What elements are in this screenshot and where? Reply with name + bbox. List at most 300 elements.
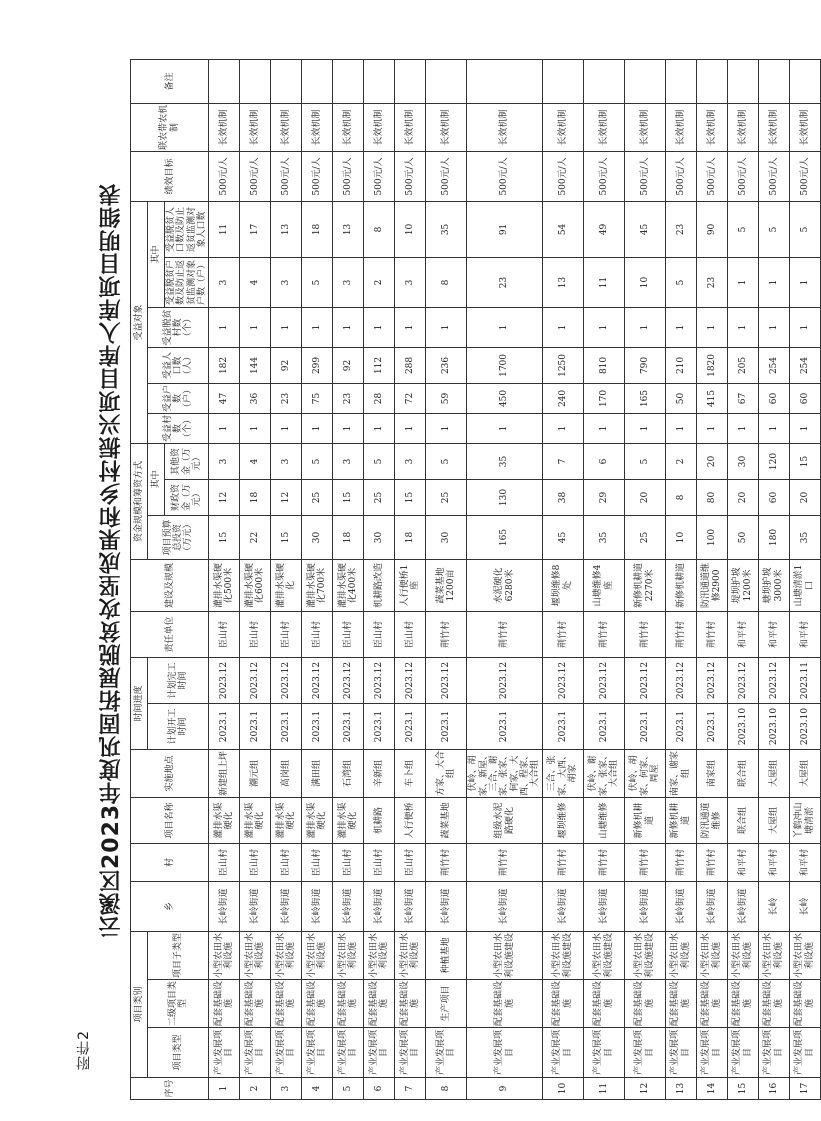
cell-town: 长岭街道 (467, 881, 542, 931)
cell-scale: 灌排水渠硬化400米 (333, 559, 364, 611)
cell-phh: 23 (467, 257, 542, 307)
cell-hh: 59 (426, 383, 467, 413)
cell-owner: 荆竹村 (426, 611, 467, 657)
cell-pv: 1 (333, 307, 364, 347)
cell-total: 10 (665, 515, 696, 559)
cell-hh: 60 (758, 383, 789, 413)
cell-total: 18 (333, 515, 364, 559)
cell-town: 长岭街道 (271, 881, 302, 931)
cell-type: 产业发展项目 (364, 1028, 395, 1078)
header-start: 计划开工时间 (148, 703, 209, 749)
header-seq: 序号 (131, 1078, 209, 1100)
cell-no: 10 (542, 1078, 583, 1100)
table-row (240, 59, 271, 1099)
cell-loc: 新建组上坪 (209, 749, 240, 797)
header-project-category: 项目类别 (131, 931, 148, 1077)
cell-scale: 水泥硬化6280米 (467, 559, 542, 611)
cell-pop: 112 (364, 347, 395, 383)
cell-pop: 790 (624, 347, 665, 383)
cell-pv: 1 (727, 307, 758, 347)
cell-no: 13 (665, 1078, 696, 1100)
cell-name: 灌排水渠硬化 (209, 797, 240, 843)
cell-loc: 联合组 (727, 749, 758, 797)
cell-vill: 臣山村 (333, 843, 364, 881)
cell-name: 丫鹤冲山塘清淤 (789, 797, 820, 843)
header-project-type: 项目类型 (148, 1028, 209, 1078)
cell-hh: 415 (696, 383, 727, 413)
cell-town: 长岭街道 (727, 881, 758, 931)
cell-scale: 灌排水渠硬化600米 (240, 559, 271, 611)
cell-owner: 荆竹村 (583, 611, 624, 657)
cell-pv: 1 (426, 307, 467, 347)
cell-no: 2 (240, 1078, 271, 1100)
cell-town: 长岭街道 (426, 881, 467, 931)
cell-scale: 塘坝护坡3000米 (758, 559, 789, 611)
cell-fiscal: 130 (467, 479, 542, 515)
cell-type: 产业发展项目 (209, 1028, 240, 1078)
cell-vc: 1 (696, 413, 727, 443)
cell-hh: 450 (467, 383, 542, 413)
cell-vc: 1 (364, 413, 395, 443)
cell-name: 机耕路 (364, 797, 395, 843)
table-row (395, 59, 426, 1099)
cell-vill: 臣山村 (302, 843, 333, 881)
cell-loc: 辛新组 (364, 749, 395, 797)
cell-pv: 1 (696, 307, 727, 347)
cell-other: 3 (209, 443, 240, 479)
cell-owner: 臣山村 (240, 611, 271, 657)
cell-no: 11 (583, 1078, 624, 1100)
cell-mech: 长效机制 (789, 103, 820, 151)
cell-owner: 和平村 (789, 611, 820, 657)
cell-other: 4 (240, 443, 271, 479)
cell-perf: 500元/人 (426, 151, 467, 201)
cell-fiscal: 8 (665, 479, 696, 515)
cell-loc: 石湾组 (333, 749, 364, 797)
cell-sub: 小型农田水利设施建设 (542, 931, 583, 979)
cell-no: 17 (789, 1078, 820, 1100)
cell-end: 2023.12 (542, 657, 583, 703)
cell-start: 2023.1 (696, 703, 727, 749)
header-project-name: 项目名称 (131, 797, 209, 843)
cell-vill: 荆竹村 (467, 843, 542, 881)
cell-town: 长岭街道 (209, 881, 240, 931)
cell-no: 5 (333, 1078, 364, 1100)
cell-sub: 小型农田水利设施建设 (467, 931, 542, 979)
cell-l2: 配套基础设施 (542, 980, 583, 1028)
cell-perf: 500元/人 (696, 151, 727, 201)
cell-total: 35 (583, 515, 624, 559)
cell-vill: 臣山村 (240, 843, 271, 881)
cell-phh: 2 (364, 257, 395, 307)
cell-end: 2023.12 (395, 657, 426, 703)
cell-vc: 1 (542, 413, 583, 443)
table-row (583, 59, 624, 1099)
cell-type: 产业发展项目 (542, 1028, 583, 1078)
cell-no: 7 (395, 1078, 426, 1100)
cell-town: 长岭街道 (542, 881, 583, 931)
cell-type: 产业发展项目 (727, 1028, 758, 1078)
cell-perf: 500元/人 (364, 151, 395, 201)
cell-mech: 长效机制 (209, 103, 240, 151)
cell-vill: 荆竹村 (426, 843, 467, 881)
cell-fiscal: 20 (727, 479, 758, 515)
cell-vc: 1 (240, 413, 271, 443)
cell-pv: 1 (240, 307, 271, 347)
cell-scale: 人行便桥1座 (395, 559, 426, 611)
cell-mech: 长效机制 (665, 103, 696, 151)
cell-type: 产业发展项目 (333, 1028, 364, 1078)
cell-name: 防汛通道维修 (696, 797, 727, 843)
cell-name: 蔬菜基地 (426, 797, 467, 843)
cell-other: 15 (789, 443, 820, 479)
header-hh-count: 受益户数（户） (148, 383, 209, 413)
cell-perf: 500元/人 (395, 151, 426, 201)
header-mechanism: 联农带农机制 (131, 103, 209, 151)
cell-owner: 臣山村 (302, 611, 333, 657)
cell-loc: 三合、张家、大西、胡家 (542, 749, 583, 797)
cell-pop: 288 (395, 347, 426, 383)
cell-town: 长岭 (789, 881, 820, 931)
header-funding: 资金规模和筹资方式 (131, 443, 148, 559)
cell-other: 120 (758, 443, 789, 479)
cell-other: 30 (727, 443, 758, 479)
cell-type: 产业发展项目 (624, 1028, 665, 1078)
cell-end: 2023.12 (364, 657, 395, 703)
cell-ppop: 45 (624, 201, 665, 257)
cell-vc: 1 (727, 413, 758, 443)
cell-vc: 1 (789, 413, 820, 443)
cell-vill: 荆竹村 (665, 843, 696, 881)
cell-total: 30 (426, 515, 467, 559)
cell-fiscal: 80 (696, 479, 727, 515)
cell-phh: 1 (758, 257, 789, 307)
cell-total: 100 (696, 515, 727, 559)
cell-sub: 小型农田水利设施 (758, 931, 789, 979)
cell-start: 2023.10 (789, 703, 820, 749)
cell-owner: 臣山村 (333, 611, 364, 657)
cell-end: 2023.12 (758, 657, 789, 703)
cell-ppop: 35 (426, 201, 467, 257)
cell-start: 2023.10 (727, 703, 758, 749)
cell-pop: 1250 (542, 347, 583, 383)
cell-fiscal: 15 (333, 479, 364, 515)
cell-scale: 山塘清淤1口 (789, 559, 820, 611)
cell-vill: 荆竹村 (696, 843, 727, 881)
table-row (758, 59, 789, 1099)
cell-pv: 1 (364, 307, 395, 347)
cell-perf: 500元/人 (624, 151, 665, 201)
cell-vc: 1 (395, 413, 426, 443)
cell-sub: 小型农田水利设施 (696, 931, 727, 979)
cell-fiscal: 12 (271, 479, 302, 515)
cell-scale: 机耕路改造 (364, 559, 395, 611)
cell-start: 2023.1 (467, 703, 542, 749)
cell-type: 产业发展项目 (583, 1028, 624, 1078)
cell-note (696, 59, 727, 103)
cell-end: 2023.12 (333, 657, 364, 703)
cell-phh: 1 (727, 257, 758, 307)
cell-note (426, 59, 467, 103)
table-row (624, 59, 665, 1099)
cell-ppop: 5 (789, 201, 820, 257)
cell-fiscal: 29 (583, 479, 624, 515)
cell-note (665, 59, 696, 103)
cell-name: 灌排水渠硬化 (302, 797, 333, 843)
cell-note (789, 59, 820, 103)
cell-hh: 75 (302, 383, 333, 413)
cell-vc: 1 (426, 413, 467, 443)
cell-hh: 67 (727, 383, 758, 413)
cell-pop: 210 (665, 347, 696, 383)
cell-owner: 臣山村 (395, 611, 426, 657)
cell-no: 12 (624, 1078, 665, 1100)
header-village: 村 (131, 843, 209, 881)
cell-type: 产业发展项目 (271, 1028, 302, 1078)
cell-vill: 和平村 (789, 843, 820, 881)
cell-owner: 荆竹村 (696, 611, 727, 657)
cell-vc: 1 (583, 413, 624, 443)
cell-total: 45 (542, 515, 583, 559)
cell-l2: 配套基础设施 (727, 980, 758, 1028)
cell-ppop: 17 (240, 201, 271, 257)
cell-note (624, 59, 665, 103)
cell-pop: 1700 (467, 347, 542, 383)
cell-pop: 92 (271, 347, 302, 383)
cell-scale: 堰坝维修8处 (542, 559, 583, 611)
cell-l2: 配套基础设施 (395, 980, 426, 1028)
cell-end: 2023.12 (426, 657, 467, 703)
cell-owner: 臣山村 (364, 611, 395, 657)
cell-hh: 240 (542, 383, 583, 413)
cell-sub: 小型农田水利设施 (333, 931, 364, 979)
cell-fiscal: 12 (209, 479, 240, 515)
cell-vill: 臣山村 (395, 843, 426, 881)
cell-scale: 灌排水渠硬化700米 (302, 559, 333, 611)
cell-loc: 方家、大合组 (426, 749, 467, 797)
cell-no: 1 (209, 1078, 240, 1100)
cell-sub: 小型农田水利设施 (209, 931, 240, 979)
cell-sub: 种植基地 (426, 931, 467, 979)
cell-fiscal: 15 (395, 479, 426, 515)
cell-fiscal: 25 (364, 479, 395, 515)
cell-loc: 伏岭、胡家、新屋、三合、谢家、张家、何家、大西、程家、大合组 (468, 750, 541, 796)
cell-scale: 山塘维修4座 (583, 559, 624, 611)
cell-vill: 臣山村 (209, 843, 240, 881)
cell-l2: 配套基础设施 (240, 980, 271, 1028)
cell-loc: 大屋组 (758, 749, 789, 797)
cell-type: 产业发展项目 (789, 1028, 820, 1078)
cell-total: 22 (240, 515, 271, 559)
cell-owner: 荆竹村 (467, 611, 542, 657)
cell-fiscal: 38 (542, 479, 583, 515)
cell-no: 8 (426, 1078, 467, 1100)
cell-ppop: 10 (395, 201, 426, 257)
cell-owner: 臣山村 (271, 611, 302, 657)
header-township: 乡 (131, 881, 209, 931)
cell-ppop: 23 (665, 201, 696, 257)
cell-owner: 荆竹村 (542, 611, 583, 657)
cell-ppop: 49 (583, 201, 624, 257)
cell-owner: 和平村 (727, 611, 758, 657)
table-row (665, 59, 696, 1099)
cell-phh: 10 (624, 257, 665, 307)
header-end: 计划完工时间 (148, 657, 209, 703)
cell-name: 灌排水渠硬化 (240, 797, 271, 843)
cell-start: 2023.1 (542, 703, 583, 749)
header-level2-type: 二级项目类型 (148, 980, 209, 1028)
cell-l2: 配套基础设施 (665, 980, 696, 1028)
cell-other: 20 (696, 443, 727, 479)
cell-scale: 新修机耕道 (665, 559, 696, 611)
cell-hh: 23 (333, 383, 364, 413)
cell-note (467, 59, 542, 103)
cell-vill: 荆竹村 (624, 843, 665, 881)
cell-phh: 4 (240, 257, 271, 307)
cell-end: 2023.12 (665, 657, 696, 703)
cell-vill: 荆竹村 (583, 843, 624, 881)
cell-vill: 和平村 (758, 843, 789, 881)
project-table (130, 59, 821, 1100)
cell-end: 2023.12 (624, 657, 665, 703)
cell-start: 2023.1 (364, 703, 395, 749)
cell-ppop: 13 (333, 201, 364, 257)
cell-pv: 1 (467, 307, 542, 347)
cell-perf: 500元/人 (333, 151, 364, 201)
cell-start: 2023.1 (395, 703, 426, 749)
cell-total: 50 (727, 515, 758, 559)
cell-type: 产业发展项目 (665, 1028, 696, 1078)
cell-l2: 生产项目 (426, 980, 467, 1028)
cell-hh: 28 (364, 383, 395, 413)
cell-other: 3 (395, 443, 426, 479)
cell-pv: 1 (624, 307, 665, 347)
cell-end: 2023.12 (467, 657, 542, 703)
cell-start: 2023.1 (583, 703, 624, 749)
cell-vill: 荆竹村 (542, 843, 583, 881)
cell-hh: 36 (240, 383, 271, 413)
cell-sub: 小型农田水利设施 (302, 931, 333, 979)
header-note: 备注 (131, 59, 209, 103)
cell-hh: 50 (665, 383, 696, 413)
cell-scale: 防汛通道维修2900 (696, 559, 727, 611)
table-row (789, 59, 820, 1099)
cell-type: 产业发展项目 (302, 1028, 333, 1078)
cell-loc: 车卜组 (395, 749, 426, 797)
cell-perf: 500元/人 (758, 151, 789, 201)
cell-scale: 堤坝护坡1200米 (727, 559, 758, 611)
cell-sub: 小型农田水利设施建设 (624, 931, 665, 979)
header-owner: 责任单位 (131, 611, 209, 657)
cell-type: 产业发展项目 (467, 1028, 542, 1078)
cell-town: 长岭街道 (302, 881, 333, 931)
cell-perf: 500元/人 (209, 151, 240, 201)
cell-town: 长岭街道 (624, 881, 665, 931)
cell-end: 2023.12 (696, 657, 727, 703)
cell-no: 14 (696, 1078, 727, 1100)
cell-phh: 3 (271, 257, 302, 307)
cell-ppop: 90 (696, 201, 727, 257)
cell-phh: 1 (789, 257, 820, 307)
cell-other: 6 (583, 443, 624, 479)
cell-pop: 92 (333, 347, 364, 383)
cell-phh: 11 (583, 257, 624, 307)
cell-mech: 长效机制 (302, 103, 333, 151)
cell-note (758, 59, 789, 103)
cell-ppop: 11 (209, 201, 240, 257)
cell-town: 长岭街道 (364, 881, 395, 931)
cell-start: 2023.1 (271, 703, 302, 749)
cell-mech: 长效机制 (696, 103, 727, 151)
cell-other: 7 (542, 443, 583, 479)
cell-mech: 长效机制 (758, 103, 789, 151)
cell-note (364, 59, 395, 103)
cell-no: 15 (727, 1078, 758, 1100)
cell-pop: 1820 (696, 347, 727, 383)
cell-type: 产业发展项目 (395, 1028, 426, 1078)
cell-pop: 182 (209, 347, 240, 383)
cell-phh: 8 (426, 257, 467, 307)
cell-owner: 荆竹村 (665, 611, 696, 657)
header-poor-vill: 受益脱贫村数（个） (148, 307, 209, 347)
cell-note (240, 59, 271, 103)
cell-scale: 灌排水渠硬化 (271, 559, 302, 611)
cell-l2: 配套基础设施 (583, 980, 624, 1028)
cell-other: 5 (624, 443, 665, 479)
cell-end: 2023.12 (583, 657, 624, 703)
cell-total: 165 (467, 515, 542, 559)
cell-other: 3 (333, 443, 364, 479)
cell-other: 35 (467, 443, 542, 479)
header-other: 其他资金（万元） (165, 443, 209, 479)
cell-pop: 299 (302, 347, 333, 383)
cell-name: 新修机耕道 (624, 797, 665, 843)
cell-sub: 小型农田水利设施 (364, 931, 395, 979)
cell-perf: 500元/人 (583, 151, 624, 201)
project-table-container (130, 60, 815, 1100)
cell-start: 2023.1 (624, 703, 665, 749)
cell-vc: 1 (333, 413, 364, 443)
cell-ppop: 91 (467, 201, 542, 257)
cell-perf: 500元/人 (542, 151, 583, 201)
cell-sub: 小型农田水利设施 (789, 931, 820, 979)
cell-no: 16 (758, 1078, 789, 1100)
cell-fiscal: 18 (240, 479, 271, 515)
cell-town: 长岭街道 (583, 881, 624, 931)
cell-mech: 长效机制 (426, 103, 467, 151)
header-location: 实施地点 (131, 749, 209, 797)
cell-sub: 小型农田水利设施 (395, 931, 426, 979)
cell-type: 产业发展项目 (696, 1028, 727, 1078)
cell-scale: 灌排水渠硬化500米 (209, 559, 240, 611)
cell-other: 3 (271, 443, 302, 479)
cell-name: 山塘维修 (583, 797, 624, 843)
cell-end: 2023.12 (209, 657, 240, 703)
cell-name: 新修机耕道 (665, 797, 696, 843)
cell-pv: 1 (758, 307, 789, 347)
cell-loc: 潮元组 (240, 749, 271, 797)
cell-phh: 23 (696, 257, 727, 307)
cell-name: 堰坝维修 (542, 797, 583, 843)
cell-vill: 臣山村 (271, 843, 302, 881)
cell-ppop: 13 (271, 201, 302, 257)
table-row (426, 59, 467, 1099)
cell-pop: 205 (727, 347, 758, 383)
cell-note (727, 59, 758, 103)
cell-pv: 1 (583, 307, 624, 347)
cell-hh: 23 (271, 383, 302, 413)
cell-mech: 长效机制 (364, 103, 395, 151)
